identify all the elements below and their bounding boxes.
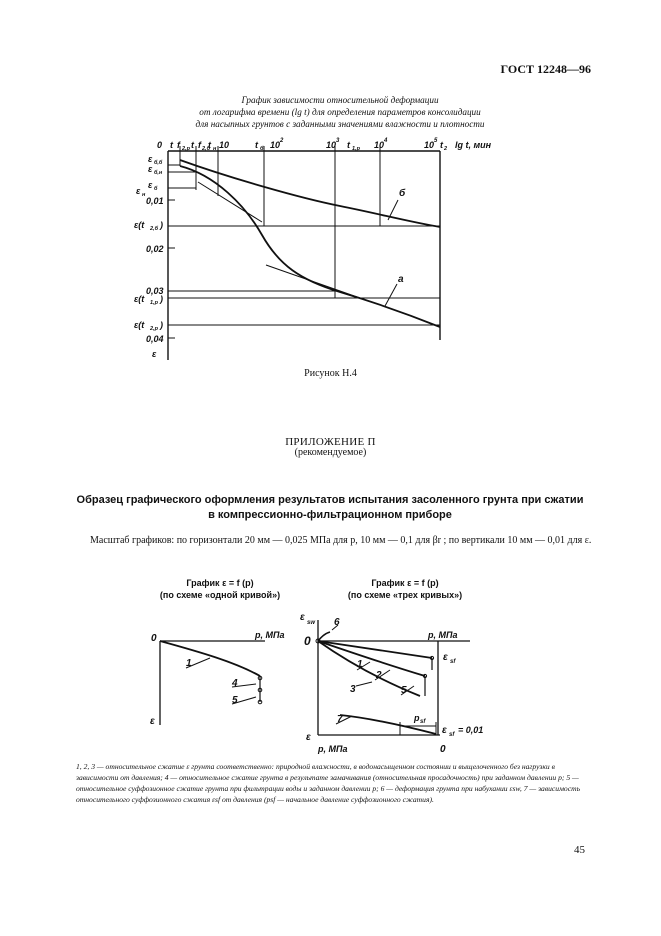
top-label: 10 bbox=[424, 140, 435, 150]
y-label: 1,р bbox=[150, 300, 158, 306]
right-bottom-label: ε bbox=[442, 725, 447, 736]
top-label: f bbox=[198, 140, 201, 150]
y-label: 0,04 bbox=[146, 334, 164, 344]
appendix-heading: ПРИЛОЖЕНИЕ П bbox=[285, 436, 376, 448]
top-label: 4 bbox=[384, 138, 388, 144]
y-label: 2,р bbox=[150, 326, 158, 332]
document-code: ГОСТ 12248—96 bbox=[500, 62, 591, 76]
y-label: ε bbox=[152, 349, 157, 359]
right-curve-label: 1 bbox=[357, 659, 363, 670]
y-label: ε(t bbox=[134, 294, 145, 304]
left-origin: 0 bbox=[151, 633, 157, 644]
right-curve-label: 3 bbox=[350, 684, 356, 695]
right-curve-label: 5 bbox=[401, 685, 407, 696]
top-label: 10 bbox=[326, 140, 337, 150]
y-label: ) bbox=[160, 294, 163, 304]
y-label: ) bbox=[160, 220, 163, 230]
left-x-label: p, МПа bbox=[255, 630, 285, 640]
top-label: 0 bbox=[157, 140, 163, 150]
y-label: 0,01 bbox=[146, 196, 164, 206]
title-line: График ε = f (p) bbox=[371, 578, 439, 588]
caption-line: для насыпных грунтов с заданными значениями влажности и плотности bbox=[195, 119, 485, 129]
top-label: t bbox=[191, 140, 194, 150]
y-label: ε bbox=[148, 154, 153, 164]
right-curve-label: 2 bbox=[376, 670, 382, 681]
scale-paragraph: Масштаб графиков: по горизонтали 20 мм — 0,025 МПа для p, 10 мм — 0,1 для βr ; по вертикали 10 мм — 0,01 для ε. bbox=[90, 535, 592, 546]
top-label: 10 bbox=[270, 140, 281, 150]
y-label: 0,02 bbox=[146, 244, 164, 254]
y-label: ) bbox=[160, 320, 163, 330]
top-label: t bbox=[170, 140, 173, 150]
top-label: 5 bbox=[434, 138, 438, 144]
top-label: 2,р bbox=[182, 146, 190, 152]
title-line: График ε = f (p) bbox=[186, 578, 254, 588]
right-curve-label: 6 bbox=[334, 617, 340, 628]
top-label: 3 bbox=[336, 138, 340, 144]
top-label: 10 bbox=[374, 140, 385, 150]
top-label: 2 bbox=[444, 146, 448, 152]
right-x-label: p, МПа bbox=[428, 630, 458, 640]
y-label: б bbox=[154, 186, 158, 192]
right-origin: 0 bbox=[304, 634, 311, 648]
top-label: 2,б bbox=[202, 146, 210, 152]
right-bottom-value: = 0,01 bbox=[458, 725, 484, 735]
title-line: (по схеме «одной кривой») bbox=[159, 590, 281, 600]
right-side-label: ε bbox=[443, 652, 448, 663]
top-label: t bbox=[255, 140, 258, 150]
top-label: 1,р bbox=[352, 146, 360, 152]
top-label: б bbox=[260, 146, 264, 152]
curve-label-b: б bbox=[399, 188, 406, 199]
y-label: 2,б bbox=[150, 226, 158, 232]
top-label: t bbox=[440, 140, 443, 150]
caption-line: График зависимости относительной деформации bbox=[241, 95, 439, 105]
right-y-top-label: ε bbox=[300, 612, 305, 623]
top-label: lg t, мин bbox=[455, 140, 492, 150]
y-label: ε bbox=[148, 164, 153, 174]
y-label: ε(t bbox=[134, 220, 145, 230]
y-label: 0,03 bbox=[146, 286, 164, 296]
top-label: t bbox=[347, 140, 350, 150]
right-bottom-sub: sf bbox=[449, 732, 455, 738]
graph-right-title bbox=[330, 577, 480, 601]
y-label: ε bbox=[148, 180, 153, 190]
top-label: н bbox=[213, 146, 217, 152]
right-y-label: ε bbox=[306, 732, 311, 743]
y-label: б,б bbox=[154, 160, 163, 166]
y-label: н bbox=[142, 192, 146, 198]
y-label: ε(t bbox=[134, 320, 145, 330]
top-label: f bbox=[177, 140, 180, 150]
top-label: 2 bbox=[280, 138, 284, 144]
appendix-title bbox=[70, 493, 590, 523]
y-label: ε bbox=[136, 186, 141, 196]
curve-label-a: а bbox=[398, 274, 404, 285]
graph-left-title bbox=[150, 577, 290, 601]
right-curve-1 bbox=[318, 641, 432, 658]
right-curve-2 bbox=[318, 641, 425, 676]
y-label: б,н bbox=[154, 170, 163, 176]
left-y-label: ε bbox=[150, 716, 155, 727]
right-bottom-origin: 0 bbox=[440, 744, 446, 755]
page-number: 45 bbox=[574, 844, 585, 856]
top-label: t bbox=[208, 140, 211, 150]
title-line: в компрессионно-фильтрационном приборе bbox=[208, 509, 452, 521]
psf-sub: sf bbox=[420, 719, 426, 725]
left-curve-label: 1 bbox=[186, 658, 192, 669]
psf-label: p bbox=[414, 713, 420, 723]
right-y-top-sub: sw bbox=[307, 620, 316, 626]
right-curve-label: 7 bbox=[337, 714, 343, 725]
left-curve-label: 5 bbox=[232, 695, 238, 706]
figure-notes: 1, 2, 3 — относительное сжатие ε грунта соответственно: природной влажности, в водонасыщенном состоянии и выщелоченного без нагрузки в зависимости от давления; 4 — относительное сжатие грунта в результате замачивания (относительная просадочность) при заданном давлении p; 5 — относительное суффозионное сжатие грунта при фильтрации воды и заданном давлении p; 6 — деформация грунта при набухании εsw, 7 — зависимость относительного суффозионного сжатия εsf от давления (psf — начальное давление суффозионного сжатия). bbox=[76, 762, 581, 804]
top-label: 10 bbox=[219, 140, 230, 150]
consolidation-figure bbox=[0, 0, 661, 400]
right-side-sub: sf bbox=[450, 659, 456, 665]
appendix-status: (рекомендуемое) bbox=[294, 447, 367, 458]
title-line: Образец графического оформления результатов испытания засоленного грунта при сжатии bbox=[76, 494, 584, 506]
caption-line: от логарифма времени (lg t) для определения параметров консолидации bbox=[199, 107, 481, 117]
compression-graphs bbox=[0, 600, 661, 760]
left-curve-label: 4 bbox=[232, 678, 238, 689]
title-line: (по схеме «трех кривых») bbox=[347, 590, 463, 600]
figure-caption: Рисунок Н.4 bbox=[304, 368, 357, 379]
right-x-bottom-label: p, МПа bbox=[318, 744, 348, 754]
